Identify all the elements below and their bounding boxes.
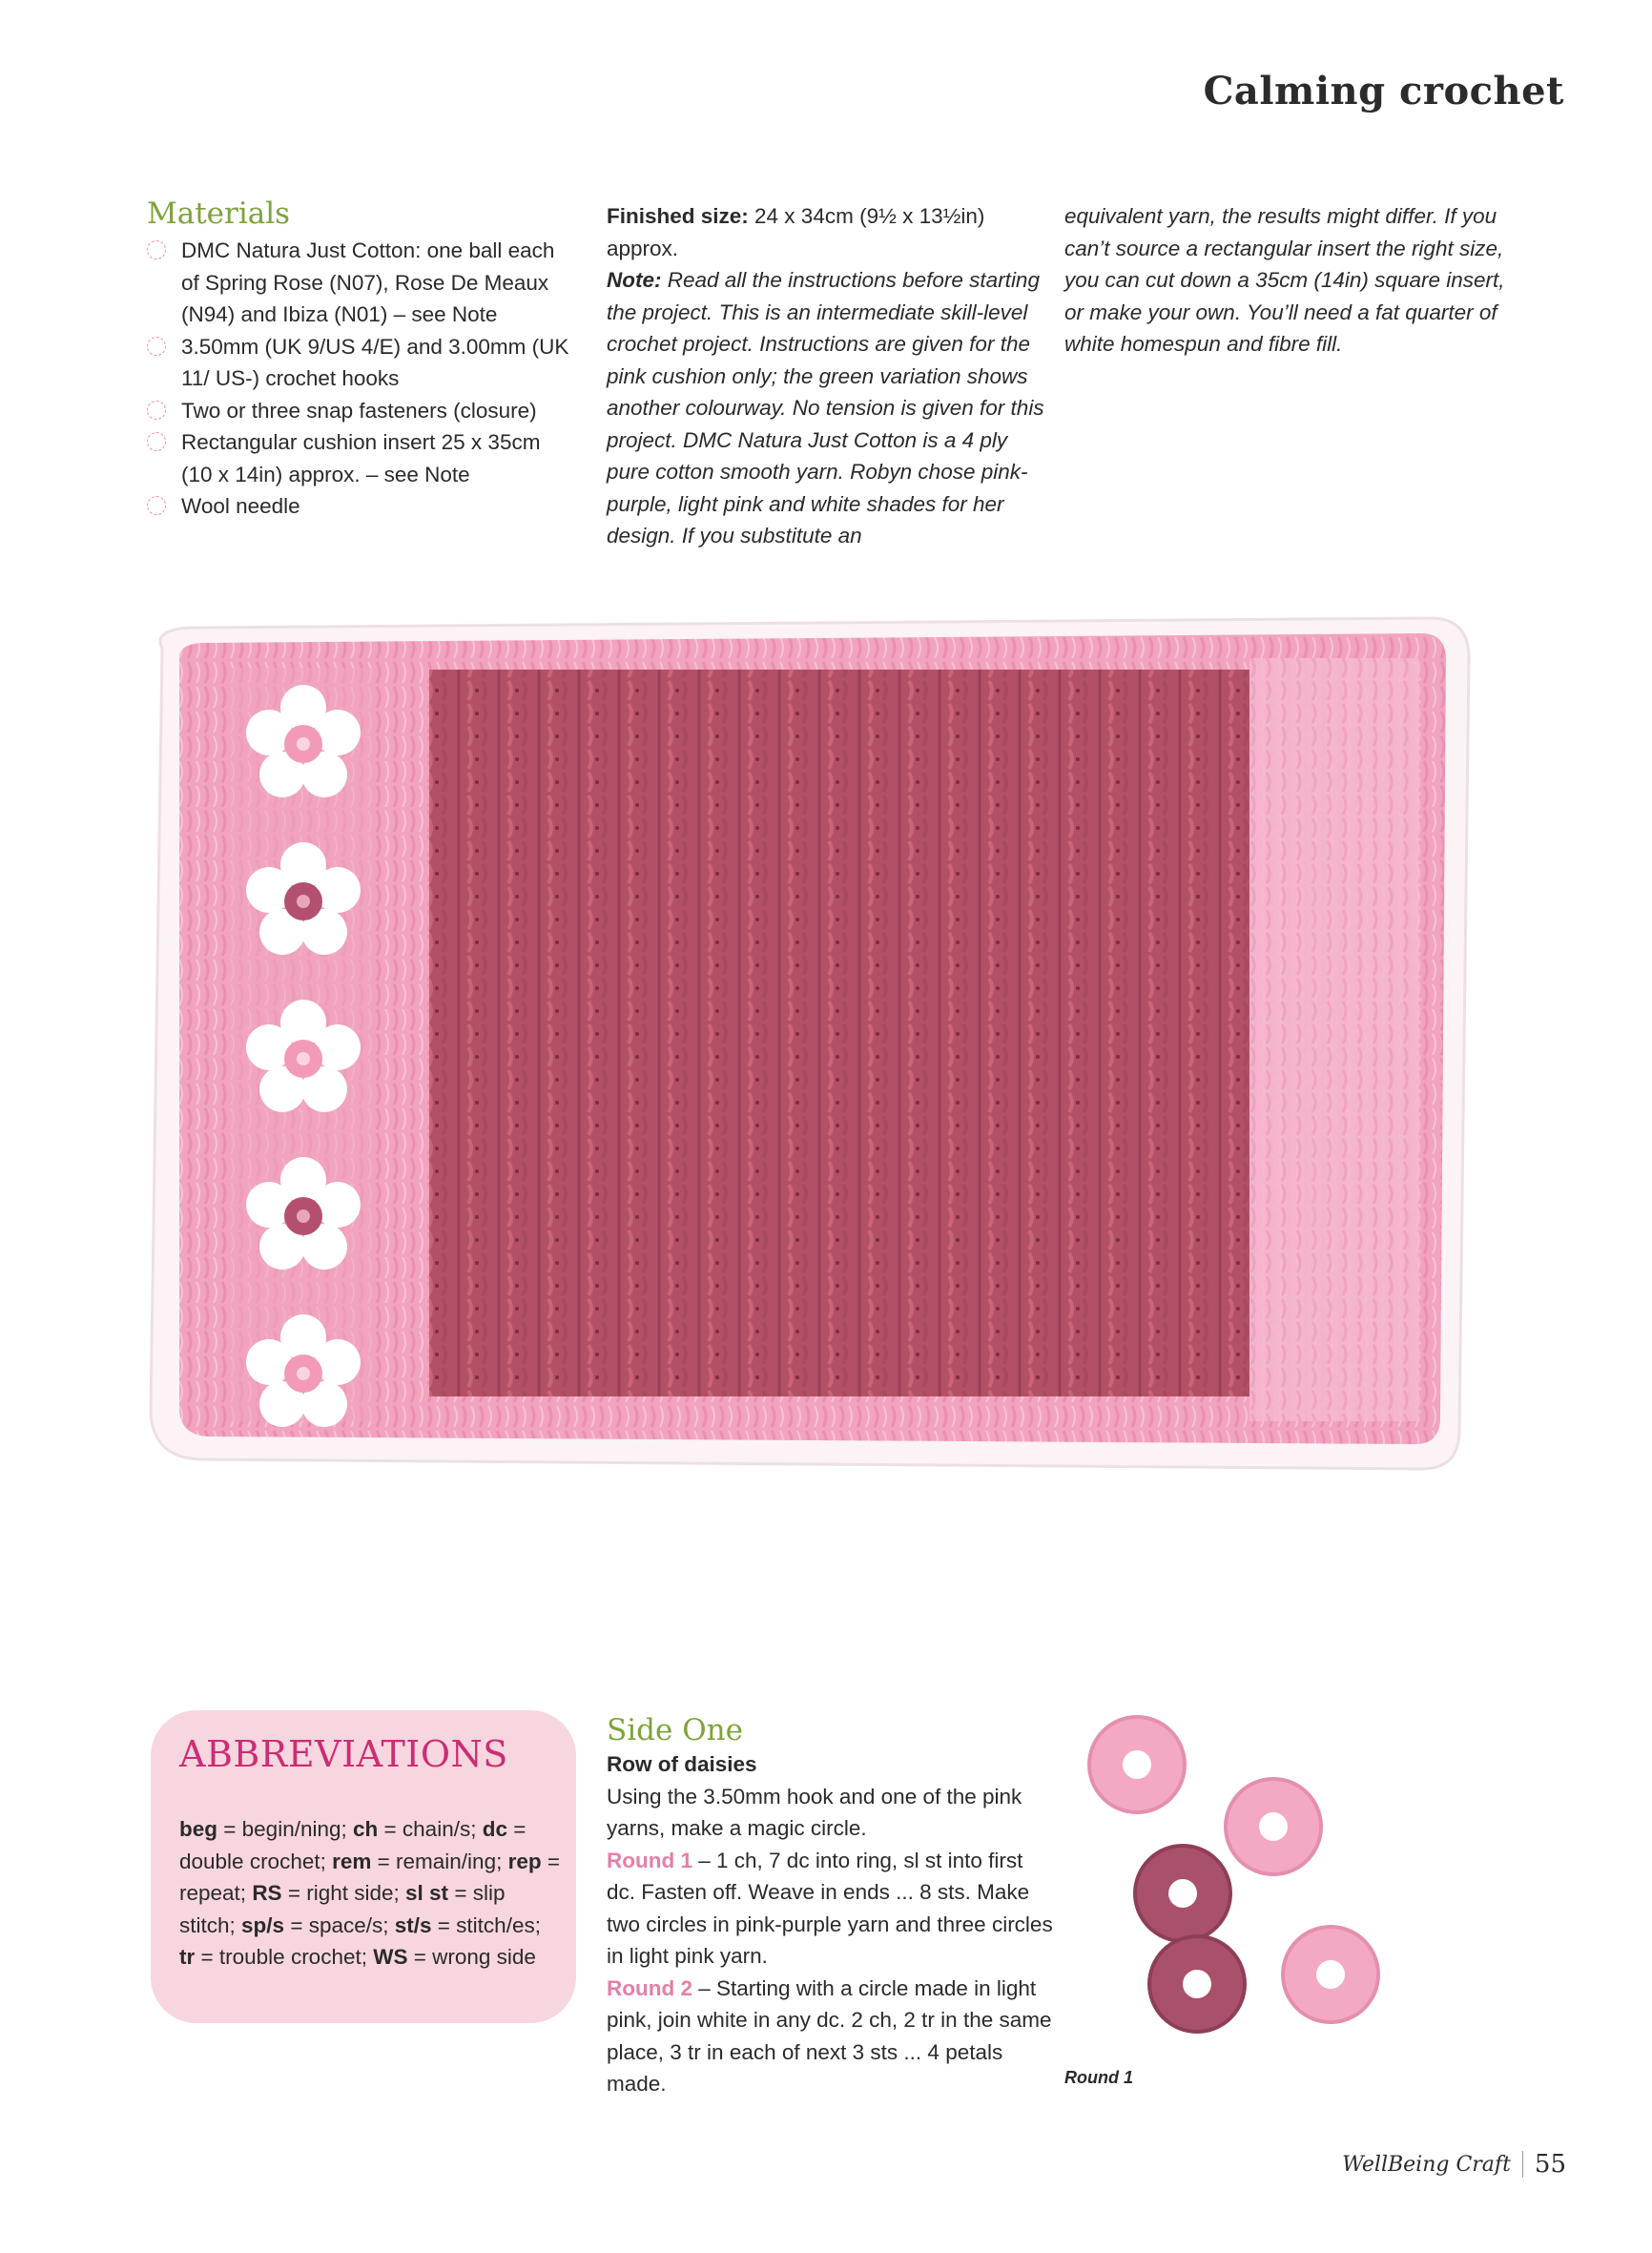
- dashed-circle-bullet-icon: [147, 401, 166, 420]
- materials-item: Wool needle: [147, 490, 576, 523]
- dashed-circle-bullet-icon: [147, 337, 166, 356]
- footer-brand: WellBeing Craft: [1342, 2152, 1511, 2177]
- materials-heading: Materials: [147, 196, 291, 231]
- footer-divider: [1522, 2151, 1523, 2178]
- crochet-circle: [1089, 1717, 1185, 1812]
- dashed-circle-bullet-icon: [147, 240, 166, 259]
- materials-column: [147, 195, 576, 523]
- note-text: Read all the instructions before starting the project. This is an intermediate skill-level crochet project. Instructions are given for the pink cushion only; the green variation shows another colourway. No tension is given for this project. DMC Natura Just Cotton is a 4 ply pure cotton smooth yarn. Robyn chose pink-purple, light pink and white shades for her design. If you substitute an: [607, 268, 1044, 548]
- materials-item: Two or three snap fasteners (closure): [147, 395, 576, 427]
- abbreviations-text: beg = begin/ning; ch = chain/s; dc = double crochet; rem = remain/ing; rep = repeat; RS = right side; sl st = slip stitch; sp/s = space/s; st/s = stitch/es; tr = trouble crochet; WS = wrong side: [179, 1817, 561, 1969]
- crochet-cushion-photo: [134, 610, 1488, 1488]
- materials-item: 3.50mm (UK 9/US 4/E) and 3.00mm (UK 11/ US-) crochet hooks: [147, 331, 576, 395]
- page-number: 55: [1534, 2150, 1566, 2179]
- row-of-daisies-subheading: Row of daisies: [607, 1752, 757, 1776]
- round-1-instruction: Round 1 – 1 ch, 7 dc into ring, sl st into first dc. Fasten off. Weave in ends ... 8 sts. Make two circles in pink-purple yarn and three circles in light pink yarn.: [607, 1848, 1053, 1968]
- materials-list: [147, 235, 576, 523]
- dashed-circle-bullet-icon: [147, 496, 166, 515]
- note-continued: equivalent yarn, the results might differ. If you can’t source a rectangular insert the right size, you can cut down a 35cm (14in) square insert, or make your own. You’ll need a fat quarter of white homespun and fibre fill.: [1064, 204, 1505, 356]
- abbreviations-title: ABBREVIATIONS: [179, 1733, 508, 1775]
- materials-item: DMC Natura Just Cotton: one ball each of Spring Rose (N07), Rose De Meaux (N94) and Ibiza (N01) – see Note: [147, 235, 576, 331]
- finished-size-value: 24 x 34cm (9½ x 13½in) approx.: [607, 204, 985, 260]
- crochet-circle: [1283, 1927, 1378, 2022]
- crochet-circle: [1226, 1779, 1321, 1874]
- materials-item: Rectangular cushion insert 25 x 35cm (10 x 14in) approx. – see Note: [147, 426, 576, 490]
- side-one-intro: Using the 3.50mm hook and one of the pink yarns, make a magic circle.: [607, 1784, 1022, 1840]
- page-header-title: Calming crochet: [1203, 69, 1564, 114]
- crochet-circle: [1149, 1936, 1245, 2032]
- crochet-circle: [1135, 1846, 1230, 1941]
- abbreviations-box: [151, 1710, 576, 2023]
- page-footer: [1342, 2150, 1566, 2179]
- finished-size-column: [607, 200, 1045, 552]
- daisy-row: [229, 668, 372, 1427]
- round-1-circles-photo: [1078, 1712, 1402, 2056]
- note-label: Note:: [607, 268, 662, 292]
- side-one-section: [607, 1712, 1055, 2100]
- finished-size-label: Finished size:: [607, 204, 749, 228]
- dashed-circle-bullet-icon: [147, 432, 166, 451]
- circles-caption: Round 1: [1064, 2068, 1133, 2087]
- side-one-heading: Side One: [607, 1713, 743, 1747]
- round-2-instruction: Round 2 – Starting with a circle made in light pink, join white in any dc. 2 ch, 2 tr in the same place, 3 tr in each of next 3 sts ... 4 petals made.: [607, 1975, 1052, 2096]
